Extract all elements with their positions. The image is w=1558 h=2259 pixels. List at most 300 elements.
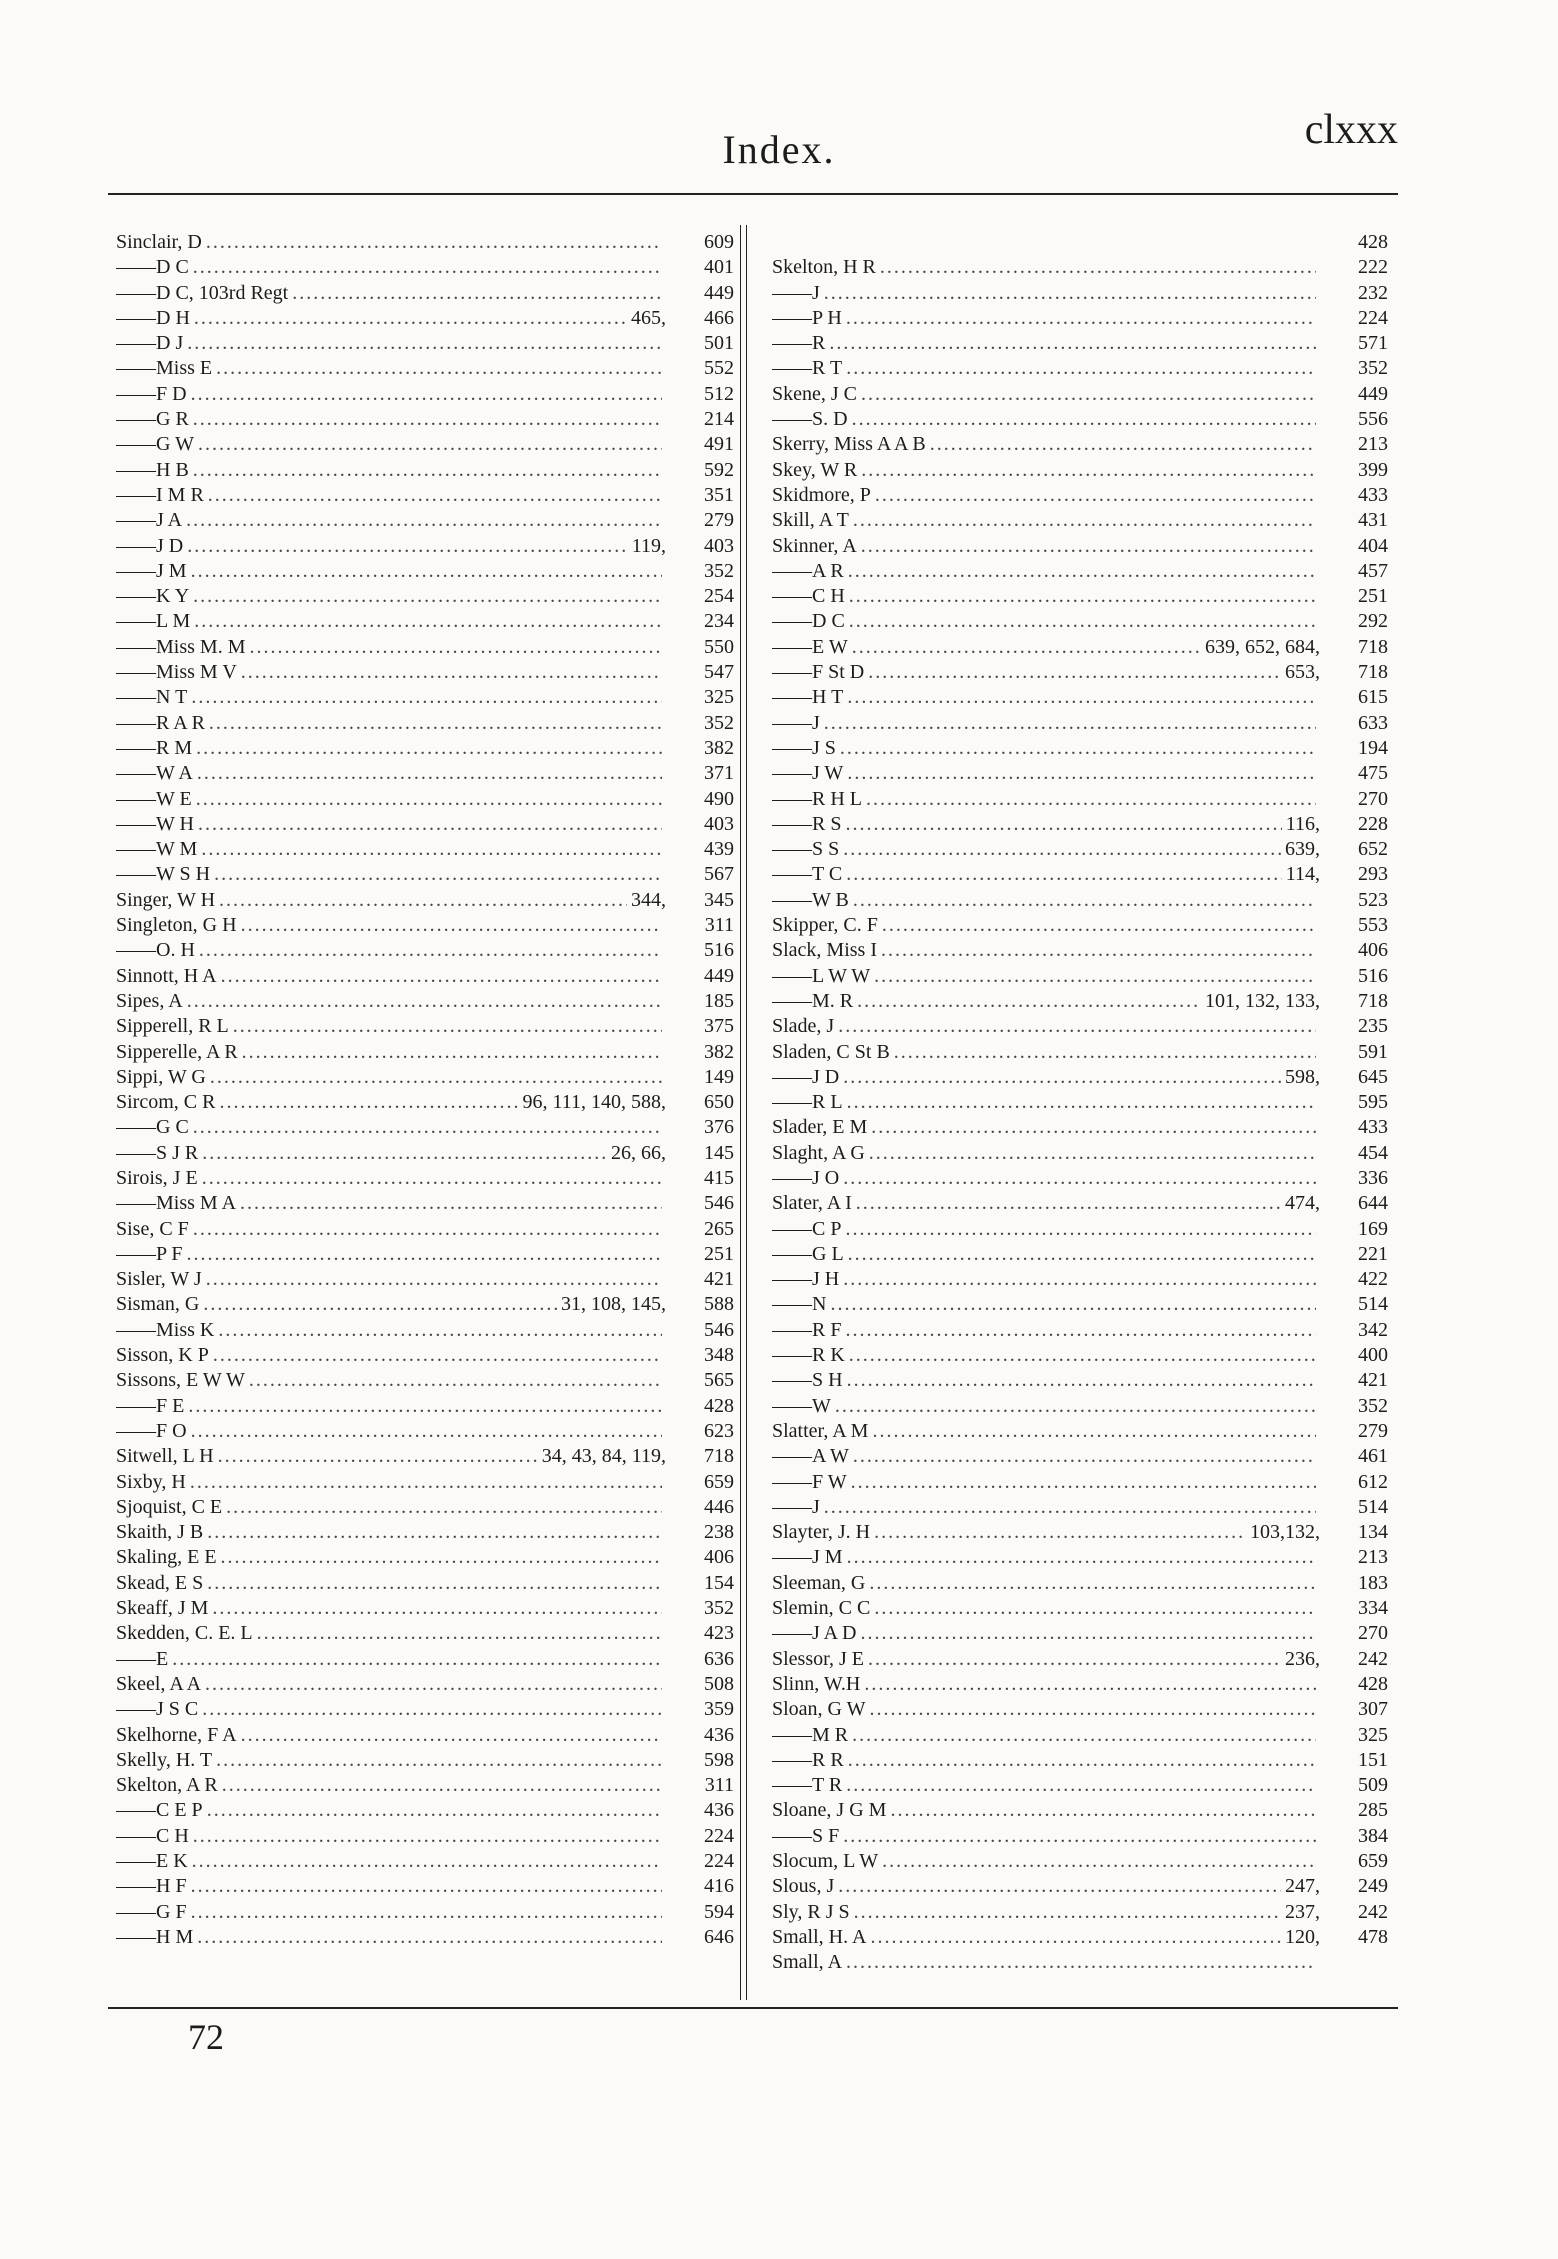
entry-extra-pages: 236, [1285, 1647, 1320, 1670]
index-entry [772, 1849, 1388, 1874]
leader-dots [202, 1141, 607, 1166]
entry-name: ——R F [772, 1318, 842, 1341]
index-entry [116, 1065, 734, 1090]
index-entry [772, 1444, 1388, 1469]
entry-page: 151 [1358, 1748, 1388, 1771]
entry-name: Slinn, W.H [772, 1672, 861, 1695]
leader-dots [861, 382, 1316, 407]
leader-dots [848, 1242, 1316, 1267]
entry-name: ——Miss M. M [116, 635, 246, 658]
entry-name: Skene, J C [772, 382, 857, 405]
entry-name: ——M R [772, 1723, 849, 1746]
index-entry [772, 660, 1388, 685]
index-entry [116, 1014, 734, 1039]
index-entry [116, 1242, 734, 1267]
entry-name: Sjoquist, C E [116, 1495, 223, 1518]
entry-page: 490 [704, 787, 734, 810]
entry-name: ——T R [772, 1774, 843, 1797]
index-entry [772, 458, 1388, 483]
index-entry [116, 1748, 734, 1773]
entry-page: 352 [704, 559, 734, 582]
entry-page: 416 [704, 1875, 734, 1898]
entry-name: Slemin, C C [772, 1597, 871, 1620]
leader-dots [194, 609, 662, 634]
leader-dots [241, 660, 662, 685]
index-entry [116, 1596, 734, 1621]
entry-extra-pages: 120, [1285, 1925, 1320, 1948]
entry-page: 325 [1358, 1723, 1388, 1746]
entry-page: 145 [704, 1141, 734, 1164]
entry-page: 400 [1358, 1344, 1388, 1367]
leader-dots [848, 559, 1316, 584]
leader-dots [852, 635, 1201, 660]
entry-page: 571 [1358, 332, 1388, 355]
index-entry [772, 888, 1388, 913]
leader-dots [840, 736, 1316, 761]
index-entry [772, 1571, 1388, 1596]
entry-name: Sloane, J G M [772, 1799, 887, 1822]
entry-name: ——J M [772, 1546, 843, 1569]
entry-page: 439 [704, 838, 734, 861]
entry-extra-pages: 34, 43, 84, 119, [541, 1445, 666, 1468]
page-number: 72 [188, 2017, 224, 2057]
leader-dots [849, 584, 1316, 609]
entry-name: Skaith, J B [116, 1521, 204, 1544]
leader-dots [847, 685, 1316, 710]
leader-dots [847, 1368, 1316, 1393]
leader-dots [190, 1470, 662, 1495]
entry-name: ——Miss K [116, 1318, 215, 1341]
leader-dots [854, 1900, 1281, 1925]
entry-page: 293 [1358, 863, 1388, 886]
leader-dots [241, 1723, 662, 1748]
entry-extra-pages: 465, [631, 306, 666, 329]
leader-dots [213, 1343, 662, 1368]
entry-extra-pages: 474, [1285, 1192, 1320, 1215]
index-entry [116, 1368, 734, 1393]
index-entry [772, 281, 1388, 306]
index-entry [772, 964, 1388, 989]
entry-name: ——J [772, 711, 820, 734]
leader-dots [187, 534, 628, 559]
entry-page: 345 [704, 888, 734, 911]
entry-name: ——G R [116, 408, 189, 431]
leader-dots [845, 1217, 1316, 1242]
entry-page: 645 [1358, 1065, 1388, 1088]
leader-dots [193, 584, 662, 609]
entry-page: 565 [704, 1369, 734, 1392]
leader-dots [192, 1849, 662, 1874]
entry-name: ——Miss E [116, 357, 213, 380]
leader-dots [188, 1394, 662, 1419]
index-entry [772, 862, 1388, 887]
entry-page: 591 [1358, 1040, 1388, 1063]
leader-dots [861, 458, 1316, 483]
index-entry [116, 862, 734, 887]
leader-dots [207, 1520, 662, 1545]
entry-name: ——J M [116, 559, 187, 582]
entry-name: ——S H [772, 1369, 843, 1392]
index-entry [116, 660, 734, 685]
entry-page: 311 [704, 1774, 734, 1797]
index-entry [772, 1697, 1388, 1722]
entry-page: 457 [1358, 559, 1388, 582]
leader-dots [838, 1014, 1316, 1039]
index-entry [116, 1444, 734, 1469]
leader-dots [249, 1368, 662, 1393]
index-entry [116, 331, 734, 356]
entry-name: ——C H [116, 1824, 189, 1847]
leader-dots [242, 1040, 662, 1065]
entry-page: 659 [1358, 1850, 1388, 1872]
index-entry [772, 382, 1388, 407]
entry-page: 214 [704, 408, 734, 431]
entry-page: 718 [704, 1445, 734, 1468]
index-entry [116, 1495, 734, 1520]
index-entry [116, 685, 734, 710]
index-entry [772, 1798, 1388, 1823]
entry-page: 384 [1358, 1824, 1388, 1847]
leader-dots [868, 660, 1281, 685]
entry-name: Slocum, L W [772, 1850, 879, 1872]
entry-page: 382 [704, 736, 734, 759]
index-entry [116, 559, 734, 584]
leader-dots [191, 1419, 662, 1444]
entry-name: Sisler, W J [116, 1268, 202, 1291]
index-entry [772, 483, 1388, 508]
index-entry [116, 407, 734, 432]
leader-dots [870, 1925, 1281, 1950]
leader-dots [191, 382, 662, 407]
entry-name: Sipperelle, A R [116, 1040, 238, 1063]
index-entry [116, 787, 734, 812]
entry-name: Slade, J [772, 1015, 835, 1038]
index-entry [772, 1267, 1388, 1292]
entry-page: 436 [704, 1723, 734, 1746]
index-entry [772, 306, 1388, 331]
leader-dots [186, 508, 662, 533]
leader-dots [864, 1672, 1316, 1697]
leader-dots [219, 1090, 518, 1115]
leader-dots [207, 1571, 662, 1596]
entry-page: 478 [1358, 1925, 1388, 1948]
index-entry [772, 1419, 1388, 1444]
leader-dots [216, 1748, 662, 1773]
entry-page: 423 [704, 1622, 734, 1645]
entry-name: ——R S [772, 812, 842, 835]
index-entry [772, 1621, 1388, 1646]
entry-page: 644 [1358, 1192, 1388, 1215]
entry-page: 421 [704, 1268, 734, 1291]
index-entry [116, 432, 734, 457]
leader-dots [187, 1242, 662, 1267]
entry-page: 279 [704, 509, 734, 532]
leader-dots [193, 1217, 662, 1242]
leader-dots [874, 1596, 1316, 1621]
leader-dots [852, 407, 1316, 432]
index-entry [772, 1141, 1388, 1166]
leader-dots [872, 1419, 1316, 1444]
entry-name: Small, H. A [772, 1925, 867, 1948]
entry-page: 311 [704, 914, 734, 937]
entry-page: 251 [1358, 585, 1388, 608]
leader-dots [199, 938, 662, 963]
entry-page: 265 [704, 1217, 734, 1240]
entry-name: Sleeman, G [772, 1571, 866, 1594]
index-entry [772, 1065, 1388, 1090]
entry-page: 292 [1358, 610, 1388, 633]
index-entry [116, 1520, 734, 1545]
leader-dots [187, 331, 662, 356]
leader-dots [871, 1115, 1316, 1140]
index-entry [772, 407, 1388, 432]
index-entry [116, 635, 734, 660]
entry-name: Skerry, Miss A A B [772, 433, 926, 456]
index-entry [116, 534, 734, 559]
index-entry [116, 1040, 734, 1065]
entry-name: Skedden, C. E. L [116, 1622, 253, 1645]
entry-page: 403 [704, 534, 734, 557]
entry-page: 433 [1358, 483, 1388, 506]
index-entry [116, 1874, 734, 1899]
leader-dots [203, 1292, 557, 1317]
index-entry [116, 913, 734, 938]
entry-name: ——F St D [772, 661, 865, 684]
index-entry [116, 1267, 734, 1292]
entry-page: 449 [704, 281, 734, 304]
leader-dots [846, 356, 1316, 381]
index-entry [116, 1470, 734, 1495]
index-entry [772, 812, 1388, 837]
entry-name: ——O. H [116, 939, 195, 962]
entry-name: ——H T [772, 686, 844, 709]
index-entry [116, 584, 734, 609]
leader-dots [835, 1394, 1316, 1419]
entry-page: 516 [704, 939, 734, 962]
leader-dots [843, 1166, 1316, 1191]
entry-name: ——R T [772, 357, 843, 380]
entry-page: 546 [704, 1318, 734, 1341]
leader-dots [852, 1723, 1316, 1748]
leader-dots [830, 1292, 1316, 1317]
entry-name: ——S F [772, 1824, 840, 1847]
entry-name: ——W E [116, 787, 192, 810]
entry-name: ——J A [116, 509, 183, 532]
leader-dots [221, 1545, 662, 1570]
entry-page: 567 [704, 863, 734, 886]
entry-name: ——J W [772, 762, 844, 785]
entry-page: 612 [1358, 1470, 1388, 1493]
index-entry [116, 1723, 734, 1748]
entry-page: 615 [1358, 686, 1388, 709]
index-entry [116, 1773, 734, 1798]
index-entry [116, 306, 734, 331]
entry-page: 194 [1358, 736, 1388, 759]
leader-dots [848, 1748, 1316, 1773]
leader-dots [197, 1925, 662, 1950]
entry-page: 406 [1358, 939, 1388, 962]
entry-page: 234 [704, 610, 734, 633]
leader-dots [191, 559, 662, 584]
entry-name: ——W S H [116, 863, 211, 886]
entry-page: 222 [1358, 256, 1388, 279]
entry-name: Skelton, H R [772, 256, 876, 279]
entry-name: ——L M [116, 610, 191, 633]
entry-page: 436 [704, 1799, 734, 1822]
leader-dots [870, 1697, 1316, 1722]
index-entry [116, 1217, 734, 1242]
index-entry [772, 559, 1388, 584]
entry-name: ——F E [116, 1394, 185, 1417]
leader-dots [847, 761, 1316, 786]
index-entry [116, 1115, 734, 1140]
leader-dots [874, 964, 1316, 989]
index-entry [772, 1748, 1388, 1773]
entry-name: Singer, W H [116, 888, 216, 911]
leader-dots [209, 711, 662, 736]
entry-name: ——R K [772, 1344, 845, 1367]
entry-name: Skelly, H. T [116, 1748, 213, 1771]
entry-page: 134 [1358, 1521, 1388, 1544]
leader-dots [212, 1596, 662, 1621]
leader-dots [205, 1672, 662, 1697]
index-entry [116, 1166, 734, 1191]
index-entry [772, 609, 1388, 634]
leader-dots [845, 812, 1281, 837]
index-entry [116, 1672, 734, 1697]
entry-page: 718 [1358, 661, 1388, 684]
index-entry [772, 1874, 1388, 1899]
entry-name: Sisson, K P [116, 1344, 209, 1367]
entry-page: 279 [1358, 1419, 1388, 1442]
index-entry [772, 331, 1388, 356]
index-entry [116, 609, 734, 634]
entry-page: 352 [704, 711, 734, 734]
entry-name: ——H B [116, 458, 189, 481]
index-entry [772, 1520, 1388, 1545]
leader-dots [846, 306, 1316, 331]
entry-page: 232 [1358, 281, 1388, 304]
entry-name: ——C H [772, 585, 845, 608]
index-entry [116, 1925, 734, 1950]
leader-dots [875, 483, 1316, 508]
leader-dots [843, 837, 1281, 862]
leader-dots [860, 1621, 1316, 1646]
index-entry [116, 1191, 734, 1216]
index-entry [116, 1141, 734, 1166]
leader-dots [193, 458, 662, 483]
leader-dots [857, 989, 1201, 1014]
entry-page: 646 [704, 1925, 734, 1948]
entry-page: 553 [1358, 914, 1388, 937]
index-entry [772, 1040, 1388, 1065]
entry-page: 421 [1358, 1369, 1388, 1392]
entry-page: 594 [704, 1900, 734, 1923]
entry-name: ——J [772, 1495, 820, 1518]
entry-name: Sissons, E W W [116, 1369, 245, 1392]
entry-name: ——W B [772, 888, 849, 911]
entry-page: 652 [1358, 838, 1388, 861]
entry-name: ——A R [772, 559, 844, 582]
entry-page: 404 [1358, 534, 1388, 557]
index-entry [772, 787, 1388, 812]
entry-page: 523 [1358, 888, 1388, 911]
index-entry [772, 1014, 1388, 1039]
index-entry [772, 255, 1388, 280]
index-entry [772, 432, 1388, 457]
index-entry [772, 1596, 1388, 1621]
entry-page: 556 [1358, 408, 1388, 431]
entry-page: 659 [704, 1470, 734, 1493]
index-entry [772, 1470, 1388, 1495]
entry-name: Sipes, A [116, 989, 183, 1012]
entry-page: 636 [704, 1647, 734, 1670]
entry-page: 514 [1358, 1495, 1388, 1518]
leader-dots [843, 1267, 1316, 1292]
entry-page: 501 [704, 332, 734, 355]
entry-name: Skinner, A [772, 534, 857, 557]
index-entry [772, 761, 1388, 786]
entry-name: ——S J R [116, 1141, 199, 1164]
index-entry [116, 483, 734, 508]
index-entry [772, 534, 1388, 559]
entry-page: 376 [704, 1116, 734, 1139]
leader-dots [191, 685, 662, 710]
entry-page: 718 [1358, 989, 1388, 1012]
entry-name: ——Miss M V [116, 661, 237, 684]
leader-dots [847, 1545, 1316, 1570]
entry-name: Skeel, A A [116, 1672, 202, 1695]
entry-page: 650 [704, 1091, 734, 1114]
entry-page: 351 [704, 483, 734, 506]
index-entry [116, 1824, 734, 1849]
entry-page: 475 [1358, 762, 1388, 785]
entry-name: Slaght, A G [772, 1141, 865, 1164]
leader-dots [206, 1267, 662, 1292]
index-entry [116, 1419, 734, 1444]
leader-dots [843, 1824, 1316, 1849]
entry-name: ——R A R [116, 711, 205, 734]
entry-extra-pages: 26, 66, [611, 1141, 666, 1164]
index-entry [772, 989, 1388, 1014]
index-entry [772, 1343, 1388, 1368]
leader-dots [202, 1166, 662, 1191]
entry-name: ——C E P [116, 1799, 203, 1822]
leader-dots [874, 1520, 1246, 1545]
leader-dots [222, 1773, 662, 1798]
leader-dots [930, 432, 1316, 457]
index-entry [772, 1115, 1388, 1140]
entry-page: 242 [1358, 1647, 1388, 1670]
leader-dots [198, 432, 662, 457]
entry-name: Skipper, C. F [772, 914, 878, 937]
entry-extra-pages: 119, [631, 534, 666, 557]
leader-dots [824, 1495, 1316, 1520]
index-entry [116, 736, 734, 761]
entry-page: 428 [1358, 231, 1388, 253]
leader-dots [866, 787, 1316, 812]
index-entry [116, 761, 734, 786]
leader-dots [853, 888, 1316, 913]
entry-page: 270 [1358, 1622, 1388, 1645]
index-entry [772, 685, 1388, 710]
leader-dots [197, 761, 662, 786]
entry-name: Sly, R J S [772, 1900, 850, 1923]
leader-dots [856, 1191, 1281, 1216]
index-entry [772, 1672, 1388, 1697]
index-entry [116, 458, 734, 483]
index-entry [772, 1723, 1388, 1748]
